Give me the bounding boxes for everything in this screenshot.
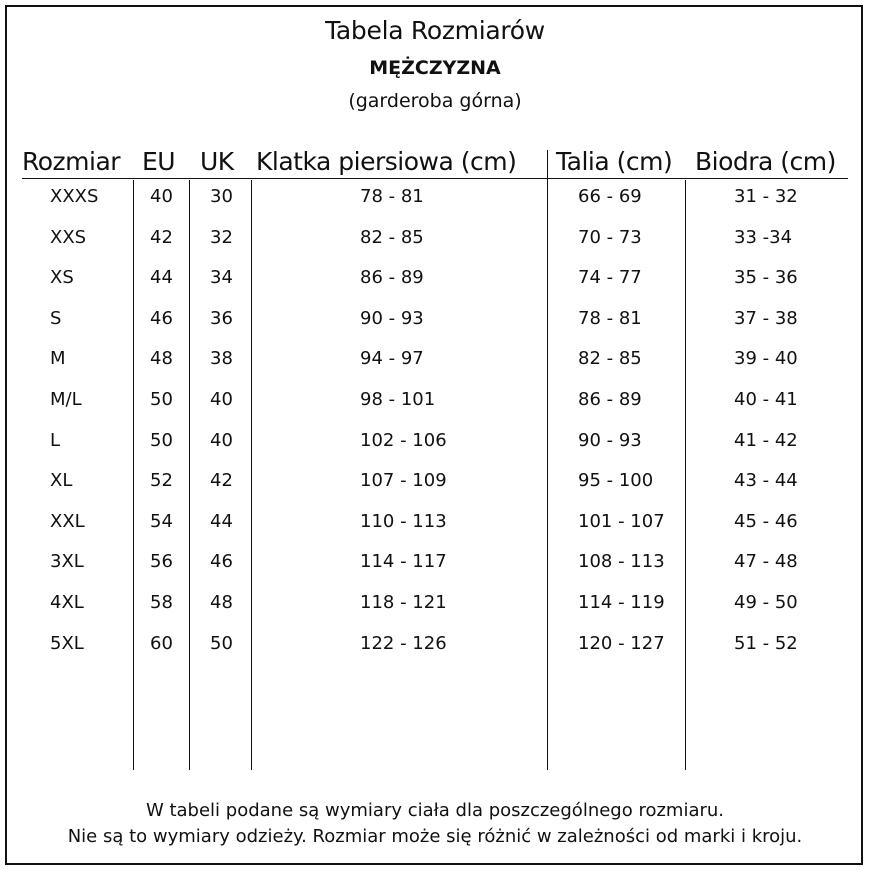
table-cell-hips: 51 - 52 bbox=[734, 632, 798, 654]
table-cell-waist: 120 - 127 bbox=[578, 632, 665, 654]
table-cell-chest: 107 - 109 bbox=[360, 470, 447, 492]
table-cell-uk: 46 bbox=[210, 551, 233, 573]
table-cell-waist: 78 - 81 bbox=[578, 307, 642, 329]
column-divider bbox=[189, 180, 190, 770]
table-cell-waist: 114 - 119 bbox=[578, 592, 665, 613]
table-cell-size: M bbox=[50, 348, 66, 370]
table-cell-size: S bbox=[50, 307, 62, 329]
header-hips: Biodra (cm) bbox=[695, 147, 836, 176]
table-cell-eu: 54 bbox=[150, 510, 173, 532]
table-cell-eu: 46 bbox=[150, 307, 173, 329]
table-cell-uk: 34 bbox=[210, 267, 233, 289]
table-cell-uk: 50 bbox=[210, 632, 233, 654]
note-line-2: Nie są to wymiary odzieży. Rozmiar może się różnić w zależności od marki i kroju. bbox=[67, 826, 803, 847]
table-cell-hips: 33 -34 bbox=[734, 226, 793, 248]
table-cell-eu: 40 bbox=[150, 186, 173, 207]
column-divider bbox=[685, 180, 686, 770]
table-cell-hips: 47 - 48 bbox=[734, 551, 798, 573]
table-cell-waist: 95 - 100 bbox=[578, 470, 654, 492]
note-line-1: W tabeli podane są wymiary ciała dla poszczególnego rozmiaru. bbox=[145, 800, 725, 821]
table-cell-size: XL bbox=[50, 470, 73, 492]
table-cell-chest: 82 - 85 bbox=[360, 226, 424, 248]
header-uk: UK bbox=[200, 147, 234, 176]
table-cell-hips: 43 - 44 bbox=[734, 470, 798, 492]
table-cell-hips: 35 - 36 bbox=[734, 267, 798, 289]
table-cell-chest: 118 - 121 bbox=[360, 592, 447, 613]
table-cell-eu: 50 bbox=[150, 429, 173, 451]
page-subtitle: MĘŻCZYZNA bbox=[369, 57, 501, 79]
table-cell-size: XXS bbox=[50, 226, 87, 248]
table-cell-uk: 42 bbox=[210, 470, 233, 492]
table-cell-chest: 78 - 81 bbox=[360, 186, 424, 207]
header-waist: Talia (cm) bbox=[556, 147, 673, 176]
table-cell-hips: 39 - 40 bbox=[734, 348, 798, 370]
table-cell-waist: 108 - 113 bbox=[578, 551, 665, 573]
table-cell-eu: 58 bbox=[150, 592, 173, 613]
table-cell-eu: 52 bbox=[150, 470, 173, 492]
table-cell-uk: 40 bbox=[210, 429, 233, 451]
column-divider bbox=[547, 180, 548, 770]
table-cell-uk: 38 bbox=[210, 348, 233, 370]
table-cell-eu: 42 bbox=[150, 226, 173, 248]
table-cell-uk: 36 bbox=[210, 307, 233, 329]
table-cell-uk: 30 bbox=[210, 186, 233, 207]
table-cell-hips: 31 - 32 bbox=[734, 186, 798, 207]
table-cell-eu: 50 bbox=[150, 389, 173, 410]
table-cell-chest: 102 - 106 bbox=[360, 429, 447, 451]
table-cell-uk: 32 bbox=[210, 226, 233, 248]
header-separator bbox=[547, 150, 548, 180]
table-cell-eu: 48 bbox=[150, 348, 173, 370]
page-title: Tabela Rozmiarów bbox=[325, 16, 545, 45]
table-cell-hips: 40 - 41 bbox=[734, 389, 798, 410]
table-cell-eu: 56 bbox=[150, 551, 173, 573]
header-eu: EU bbox=[142, 147, 176, 176]
table-cell-size: 4XL bbox=[50, 592, 84, 613]
table-cell-chest: 110 - 113 bbox=[360, 510, 447, 532]
table-cell-waist: 90 - 93 bbox=[578, 429, 642, 451]
table-cell-hips: 45 - 46 bbox=[734, 510, 798, 532]
table-cell-size: L bbox=[50, 429, 61, 451]
table-cell-hips: 49 - 50 bbox=[734, 592, 798, 613]
column-divider bbox=[251, 180, 252, 770]
table-cell-waist: 66 - 69 bbox=[578, 186, 642, 207]
table-cell-chest: 122 - 126 bbox=[360, 632, 447, 654]
table-cell-uk: 44 bbox=[210, 510, 233, 532]
table-cell-size: 5XL bbox=[50, 632, 84, 654]
table-cell-chest: 94 - 97 bbox=[360, 348, 424, 370]
table-cell-waist: 70 - 73 bbox=[578, 226, 642, 248]
table-cell-hips: 41 - 42 bbox=[734, 429, 798, 451]
table-cell-chest: 86 - 89 bbox=[360, 267, 424, 289]
table-cell-hips: 37 - 38 bbox=[734, 307, 798, 329]
table-cell-waist: 86 - 89 bbox=[578, 389, 642, 410]
table-cell-size: M/L bbox=[50, 389, 82, 410]
table-cell-uk: 40 bbox=[210, 389, 233, 410]
table-cell-size: XXL bbox=[50, 510, 85, 532]
header-size: Rozmiar bbox=[22, 147, 121, 176]
header-underline bbox=[22, 178, 848, 179]
table-cell-uk: 48 bbox=[210, 592, 233, 613]
table-cell-chest: 114 - 117 bbox=[360, 551, 447, 573]
table-cell-chest: 98 - 101 bbox=[360, 389, 436, 410]
table-cell-eu: 44 bbox=[150, 267, 173, 289]
table-cell-waist: 82 - 85 bbox=[578, 348, 642, 370]
page-subtitle-category: (garderoba górna) bbox=[348, 90, 522, 112]
table-cell-size: XXXS bbox=[50, 186, 99, 207]
table-cell-chest: 90 - 93 bbox=[360, 307, 424, 329]
table-cell-waist: 101 - 107 bbox=[578, 510, 665, 532]
table-cell-size: XS bbox=[50, 267, 74, 289]
table-cell-waist: 74 - 77 bbox=[578, 267, 642, 289]
table-cell-eu: 60 bbox=[150, 632, 173, 654]
header-chest: Klatka piersiowa (cm) bbox=[256, 147, 517, 176]
table-cell-size: 3XL bbox=[50, 551, 84, 573]
column-divider bbox=[133, 180, 134, 770]
